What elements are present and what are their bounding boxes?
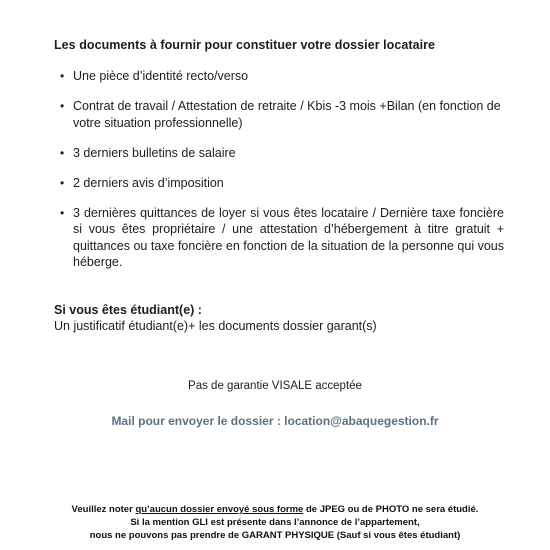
- list-item: [54, 205, 504, 271]
- bullet-icon: •: [60, 145, 65, 160]
- footer-line-1-end: de JPEG ou de PHOTO ne sera étudié.: [303, 504, 479, 515]
- list-item-text: 3 derniers bulletins de salaire: [73, 145, 236, 160]
- bullet-icon: •: [60, 99, 65, 113]
- documents-list: [54, 68, 504, 284]
- student-text: Un justificatif étudiant(e)+ les documents dossier garant(s): [54, 319, 377, 333]
- footer-notice: [0, 503, 550, 542]
- student-section: [54, 302, 377, 334]
- footer-line-1: [0, 503, 550, 516]
- list-item: [54, 175, 504, 192]
- list-item-text: Une pièce d’identité recto/verso: [73, 69, 249, 83]
- bullet-icon: •: [60, 69, 65, 83]
- bullet-icon: •: [60, 175, 65, 190]
- list-item-text: 3 dernières quittances de loyer si vous êtes locataire / Dernière taxe foncière si vous êtes propriétaire / une attestation d’hébergement à titre gratuit + quittances ou taxe foncière en fonction de la situation de la personne qui vous héberge.: [73, 205, 504, 269]
- footer-line-2: Si la mention GLI est présente dans l’annonce de l’appartement,: [130, 517, 420, 528]
- footer-line-1-underlined: qu’aucun dossier envoyé sous forme: [135, 504, 304, 515]
- list-item: [54, 98, 504, 131]
- page-title: Les documents à fournir pour constituer votre dossier locataire: [54, 38, 436, 52]
- list-item: [54, 68, 504, 85]
- footer-line-1-start: Veuillez noter: [71, 504, 136, 515]
- visale-notice: Pas de garantie VISALE acceptée: [188, 380, 362, 392]
- student-heading: Si vous êtes étudiant(e) :: [54, 303, 202, 317]
- mail-notice: Mail pour envoyer le dossier : location@abaquegestion.fr: [111, 414, 439, 428]
- list-item: [54, 145, 504, 162]
- bullet-icon: •: [60, 205, 65, 220]
- list-item-text: Contrat de travail / Attestation de retraite / Kbis -3 mois +Bilan (en fonction de votre situation professionnelle): [73, 99, 501, 130]
- list-item-text: 2 derniers avis d’imposition: [73, 175, 224, 190]
- footer-line-3: nous ne pouvons pas prendre de GARANT PHYSIQUE (Sauf si vous êtes étudiant): [89, 530, 461, 541]
